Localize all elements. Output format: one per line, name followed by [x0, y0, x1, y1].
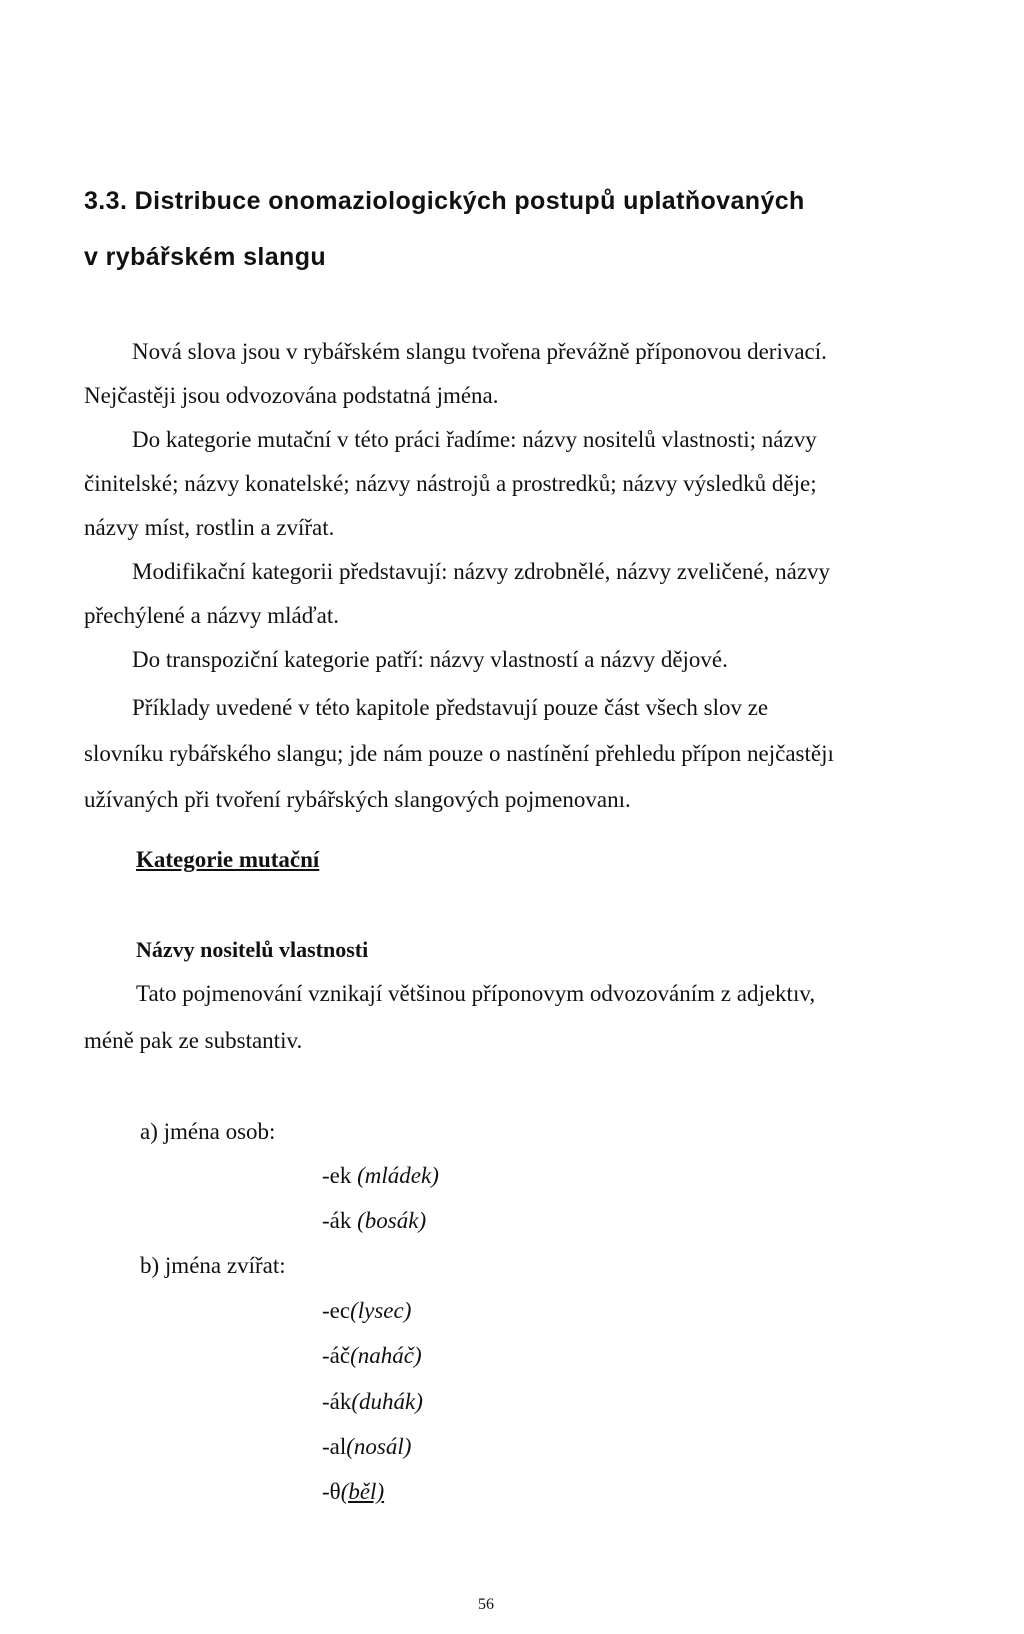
list-item — [322, 1207, 426, 1235]
example-word: (duhák) — [351, 1389, 423, 1414]
example-word: (lysec) — [350, 1298, 412, 1323]
suffix-text: -áč — [322, 1343, 351, 1368]
paragraph-5-line-3: užívaných při tvoření rybářských slangových pojmenovanı. — [84, 787, 631, 812]
paragraph-3-line-2: přechýlené a názvy mláďat. — [84, 603, 339, 628]
example-word: (naháč) — [350, 1343, 422, 1368]
suffix-text: -θ — [322, 1479, 341, 1504]
paragraph-5-line-2: slovníku rybářského slangu; jde nám pouze o nastínění přehledu přípon nejčastějı — [84, 741, 834, 766]
list-item — [322, 1297, 411, 1325]
page-number: 56 — [478, 1596, 494, 1613]
list-a-label: a) jména osob: — [140, 1119, 276, 1144]
example-word: (běl) — [340, 1479, 385, 1504]
subsection-title: Názvy nositelů vlastnosti — [136, 937, 369, 962]
suffix-text: -ec — [322, 1298, 351, 1323]
sub-paragraph-line-2: méně pak ze substantiv. — [84, 1028, 303, 1053]
paragraph-1-line-2: Nejčastěji jsou odvozována podstatná jména. — [84, 383, 499, 408]
example-word: (bosák) — [357, 1208, 427, 1233]
section-title: Kategorie mutační — [136, 847, 320, 872]
paragraph-4-line-1: Do transpoziční kategorie patří: názvy vlastností a názvy dějové. — [132, 647, 728, 672]
suffix-text: -ák — [322, 1208, 358, 1233]
list-item — [322, 1342, 422, 1370]
sub-paragraph-line-1: Tato pojmenování vznikají většinou příponovym odvozováním z adjektıv, — [136, 981, 816, 1006]
paragraph-2-line-3: názvy míst, rostlin a zvířat. — [84, 515, 335, 540]
paragraph-2-line-2: činitelské; názvy konatelské; názvy nástrojů a prostredků; názvy výsledků děje; — [84, 471, 817, 496]
example-word: (mládek) — [357, 1163, 439, 1188]
paragraph-1-line-1: Nová slova jsou v rybářském slangu tvořena převážně příponovou derivací. — [132, 339, 827, 364]
list-item — [322, 1478, 384, 1506]
suffix-text: -al — [322, 1434, 347, 1459]
chapter-heading-line-2: v rybářském slangu — [84, 243, 327, 271]
suffix-text: -ák — [322, 1389, 352, 1414]
paragraph-3-line-1: Modifikační kategorii představují: názvy zdrobnělé, názvy zveličené, názvy — [132, 559, 831, 584]
suffix-text: -ek — [322, 1163, 358, 1188]
paragraph-5-line-1: Příklady uvedené v této kapitole představují pouze část všech slov ze — [132, 695, 769, 720]
list-b-label: b) jména zvířat: — [140, 1253, 286, 1278]
list-item — [322, 1388, 423, 1416]
paragraph-2-line-1: Do kategorie mutační v této práci řadíme: názvy nositelů vlastnosti; názvy — [132, 427, 817, 452]
example-word: (nosál) — [346, 1434, 412, 1459]
chapter-heading-line-1: 3.3. Distribuce onomaziologických postupů uplatňovaných — [84, 187, 805, 215]
list-item — [322, 1433, 411, 1461]
list-item — [322, 1162, 439, 1190]
